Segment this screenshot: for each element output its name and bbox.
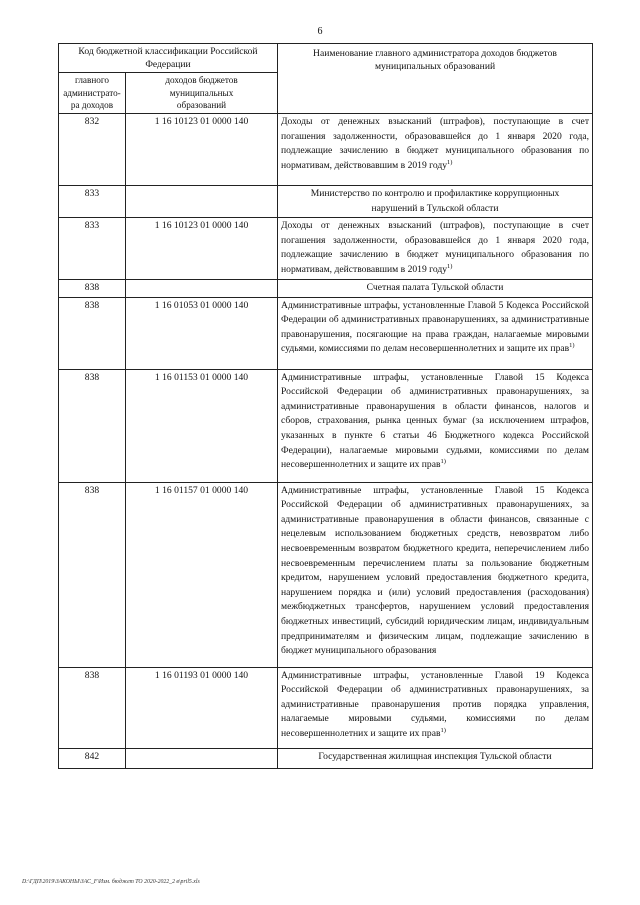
footnote-marker: 1) (440, 457, 446, 465)
description-text: Административные штрафы, установленные Главой 5 Кодекса Российской Федерации об административных правонарушениях, за административные правонарушения, посягающие на права граждан, налагаемые мировыми судьями, комиссиями по делам несовершеннолетних и защите их прав (281, 299, 590, 355)
header-admin-code: главного администрато-ра доходов (59, 73, 126, 114)
admin-code-cell: 838 (59, 297, 126, 369)
admin-header-row (59, 279, 593, 297)
footnote-marker: 1) (569, 342, 575, 350)
description-text: Административные штрафы, установленные Главой 15 Кодекса Российской Федерации об административных правонарушениях, за административные правонарушения в области финансов, налогов и сборов, страхования, рынка ценных бумаг (за исключением штрафов, указанных в пункте 6 статьи 46 Бюджетного кодекса Российской Федерации), налагаемые мировыми судьями, комиссиями по делам несовершеннолетних и защите их прав (281, 371, 590, 471)
income-description-cell (278, 218, 593, 279)
income-description-cell (278, 114, 593, 186)
admin-code-cell: 832 (59, 114, 126, 186)
admin-header-row (59, 186, 593, 218)
description-text: Доходы от денежных взысканий (штрафов), поступающие в счет погашения задолженности, образовавшейся до 1 января 2020 года, подлежащие зачислению в бюджет муниципального образования по нормативам, действовавшим в 2019 году (281, 220, 590, 275)
table-row (59, 218, 593, 279)
admin-code-cell: 838 (59, 482, 126, 667)
income-code-cell (126, 186, 278, 218)
income-code-cell: 1 16 01153 01 0000 140 (126, 369, 278, 482)
description-text: Административные штрафы, установленные Главой 15 Кодекса Российской Федерации об административных правонарушениях, за административные правонарушения в области финансов, связанные с нецелевым использованием бюджетных средств, невозвратом либо несвоевременным возвратом бюджетного кредита, неперечислением либо несвоевременным перечислением платы за пользование бюджетным кредитом, нарушением условий предоставления бюджетного кредита, нарушением порядка и (или) условий предоставления (расходования) межбюджетных трансфертов, нарушением условий предоставления бюджетных инвестиций, субсидий юридическим лицам, индивидуальным предпринимателям и физическим лицам, подлежащие зачислению в бюджет муниципального образования (281, 484, 590, 657)
admin-code-cell: 842 (59, 748, 126, 768)
description-text: Счетная палата Тульской области (366, 281, 504, 293)
table-row (59, 297, 593, 369)
description-text: Министерство по контролю и профилактике коррупционных нарушений в Тульской области (310, 188, 560, 214)
admin-header-row (59, 748, 593, 768)
footnote-marker: 1) (447, 262, 453, 270)
income-description-cell (278, 667, 593, 748)
admin-code-cell: 838 (59, 279, 126, 297)
table-row (59, 482, 593, 667)
table-row (59, 667, 593, 748)
admin-code-cell: 838 (59, 667, 126, 748)
income-code-cell: 1 16 10123 01 0000 140 (126, 218, 278, 279)
admin-name-cell (278, 279, 593, 297)
header-budget-code-group: Код бюджетной классификации Российской Федерации (59, 44, 278, 73)
income-description-cell (278, 482, 593, 667)
income-code-cell: 1 16 01157 01 0000 140 (126, 482, 278, 667)
header-row (59, 44, 593, 73)
income-code-cell: 1 16 01193 01 0000 140 (126, 667, 278, 748)
admin-name-cell (278, 186, 593, 218)
admin-code-cell: 838 (59, 369, 126, 482)
income-code-cell (126, 279, 278, 297)
description-text: Административные штрафы, установленные Главой 19 Кодекса Российской Федерации об административных правонарушениях, за административные правонарушения против порядка управления, налагаемые мировыми судьями, комиссиями по делам несовершеннолетних и защите их прав (281, 669, 590, 739)
description-text: Государственная жилищная инспекция Тульской области (318, 750, 552, 762)
admin-name-cell (278, 748, 593, 768)
table-row (59, 114, 593, 186)
income-code-cell (126, 748, 278, 768)
header-admin-name: Наименование главного администратора доходов бюджетов муниципальных образований (278, 44, 593, 114)
admin-code-cell: 833 (59, 186, 126, 218)
budget-classification-table (58, 43, 593, 769)
description-text: Доходы от денежных взысканий (штрафов), поступающие в счет погашения задолженности, образовавшейся до 1 января 2020 года, подлежащие зачислению в бюджет муниципального образования по нормативам, действовавшим в 2019 году (281, 116, 590, 171)
table-row (59, 369, 593, 482)
admin-code-cell: 833 (59, 218, 126, 279)
footnote-marker: 1) (440, 726, 446, 734)
header-income-code: доходов бюджетов муниципальных образований (126, 73, 278, 114)
income-code-cell: 1 16 01053 01 0000 140 (126, 297, 278, 369)
page-number: 6 (317, 26, 323, 37)
income-description-cell (278, 297, 593, 369)
footnote-marker: 1) (447, 158, 453, 166)
income-code-cell: 1 16 10123 01 0000 140 (126, 114, 278, 186)
file-path-footer: D:\ГДП\2019\ЗАКОНЫ\ЗАС_F\Изм. бюджет ТО 2020-2022_2 в\pril5.xls (22, 879, 200, 885)
income-description-cell (278, 369, 593, 482)
